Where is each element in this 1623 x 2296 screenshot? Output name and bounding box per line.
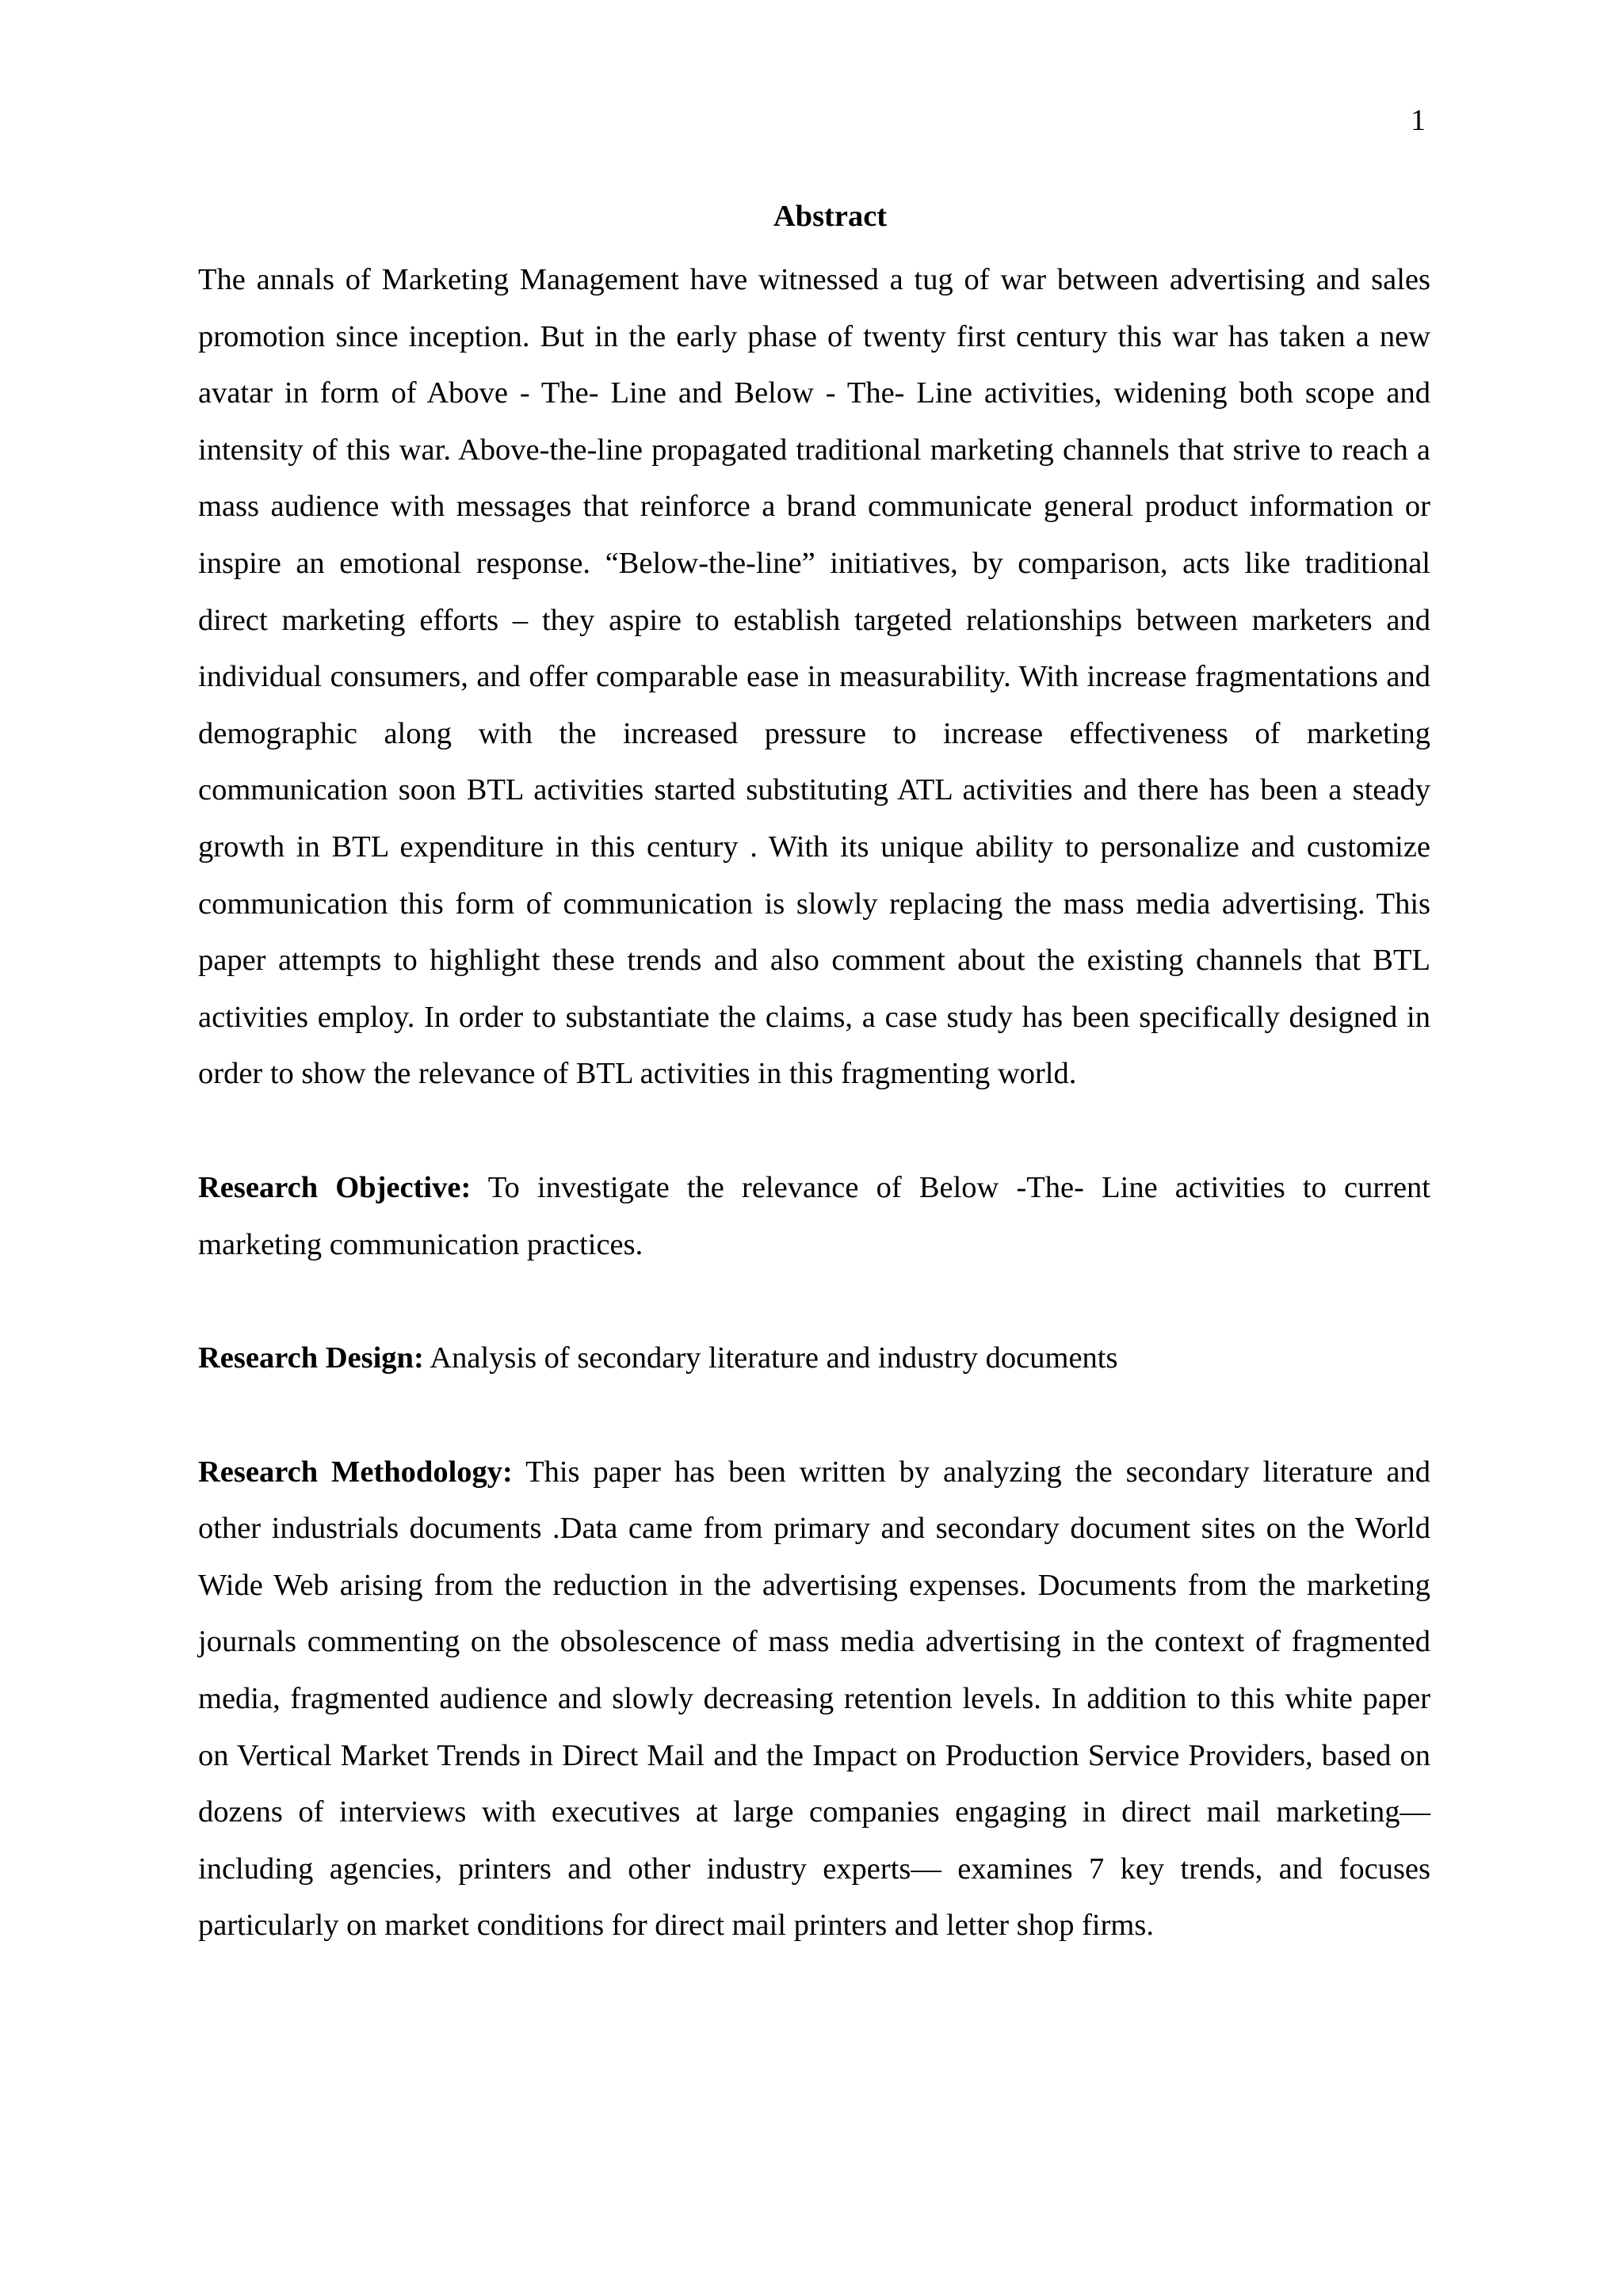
research-methodology-paragraph <box>198 1444 1430 1955</box>
research-methodology-text: This paper has been written by analyzing the secondary literature and other industrials documents .Data came from primary and secondary document sites on the World Wide Web arising from the reduction in the advertising expenses. Documents from the marketing journals commenting on the obsolescence of mass media advertising in the context of fragmented media, fragmented audience and slowly decreasing retention levels. In addition to this white paper on Vertical Market Trends in Direct Mail and the Impact on Production Service Providers, based on dozens of interviews with executives at large companies engaging in direct mail marketing—including agencies, printers and other industry experts— examines 7 key trends, and focuses particularly on market conditions for direct mail printers and letter shop firms. <box>198 1455 1430 1943</box>
page-content <box>198 196 1430 1955</box>
research-design-label: Research Design: <box>198 1341 424 1375</box>
research-design-text: Analysis of secondary literature and industry documents <box>423 1341 1118 1375</box>
research-methodology-label: Research Methodology: <box>198 1455 513 1489</box>
research-design-paragraph <box>198 1330 1430 1387</box>
abstract-heading: Abstract <box>773 200 888 233</box>
research-objective-paragraph <box>198 1160 1430 1273</box>
research-objective-label: Research Objective: <box>198 1170 472 1204</box>
research-objective-text: To investigate the relevance of Below -The- Line activities to current marketing communication practices. <box>198 1170 1430 1261</box>
abstract-paragraph: The annals of Marketing Management have witnessed a tug of war between advertising and sales promotion since inception. But in the early phase of twenty first century this war has taken a new avatar in form of Above - The- Line and Below - The- Line activities, widening both scope and intensity of this war. Above-the-line propagated traditional marketing channels that strive to reach a mass audience with messages that reinforce a brand communicate general product information or inspire an emotional response. “Below-the-line” initiatives, by comparison, acts like traditional direct marketing efforts – they aspire to establish targeted relationships between marketers and individual consumers, and offer comparable ease in measurability. With increase fragmentations and demographic along with the increased pressure to increase effectiveness of marketing communication soon BTL activities started substituting ATL activities and there has been a steady growth in BTL expenditure in this century . With its unique ability to personalize and customize communication this form of communication is slowly replacing the mass media advertising. This paper attempts to highlight these trends and also comment about the existing channels that BTL activities employ. In order to substantiate the claims, a case study has been specifically designed in order to show the relevance of BTL activities in this fragmenting world. <box>198 263 1430 1091</box>
page-number: 1 <box>1411 104 1426 137</box>
